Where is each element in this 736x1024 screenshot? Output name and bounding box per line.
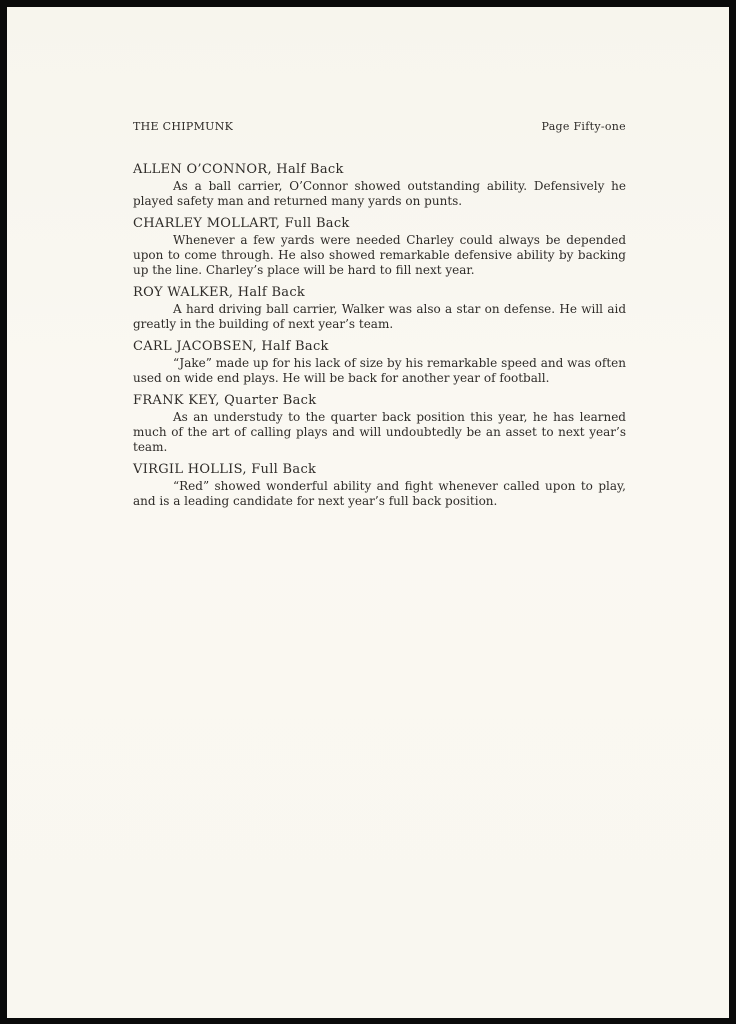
player-description: As a ball carrier, O’Connor showed outstanding ability. Defensively he played safety man and returned many yards on punts. [133, 179, 626, 208]
player-heading: CARL JACOBSEN, Half Back [133, 339, 329, 354]
player-description: As an understudy to the quarter back position this year, he has learned much of the art of calling plays and will undoubtedly be an asset to next year’s team. [133, 410, 626, 454]
player-heading: ALLEN O’CONNOR, Half Back [133, 162, 344, 177]
player-entry [133, 216, 626, 278]
publication-title: THE CHIPMUNK [133, 120, 234, 133]
player-heading: VIRGIL HOLLIS, Full Back [133, 462, 317, 477]
player-description: Whenever a few yards were needed Charley could always be depended upon to come through. He also showed remarkable defensive ability by backing up the line. Charley’s place will be hard to fill next year. [133, 233, 626, 277]
player-entry [133, 393, 626, 455]
player-entry [133, 285, 626, 332]
player-heading: CHARLEY MOLLART, Full Back [133, 216, 350, 231]
player-heading: FRANK KEY, Quarter Back [133, 393, 317, 408]
player-entries [133, 162, 626, 516]
player-heading: ROY WALKER, Half Back [133, 285, 306, 300]
player-entry [133, 462, 626, 509]
player-description: “Red” showed wonderful ability and fight whenever called upon to play, and is a leading candidate for next year’s full back position. [133, 479, 626, 508]
player-description: A hard driving ball carrier, Walker was also a star on defense. He will aid greatly in the building of next year’s team. [133, 302, 626, 331]
paper-page [7, 7, 729, 1018]
player-entry [133, 162, 626, 209]
player-entry [133, 339, 626, 386]
player-description: “Jake” made up for his lack of size by his remarkable speed and was often used on wide end plays. He will be back for another year of football. [133, 356, 626, 385]
page-number: Page Fifty-one [541, 120, 626, 133]
